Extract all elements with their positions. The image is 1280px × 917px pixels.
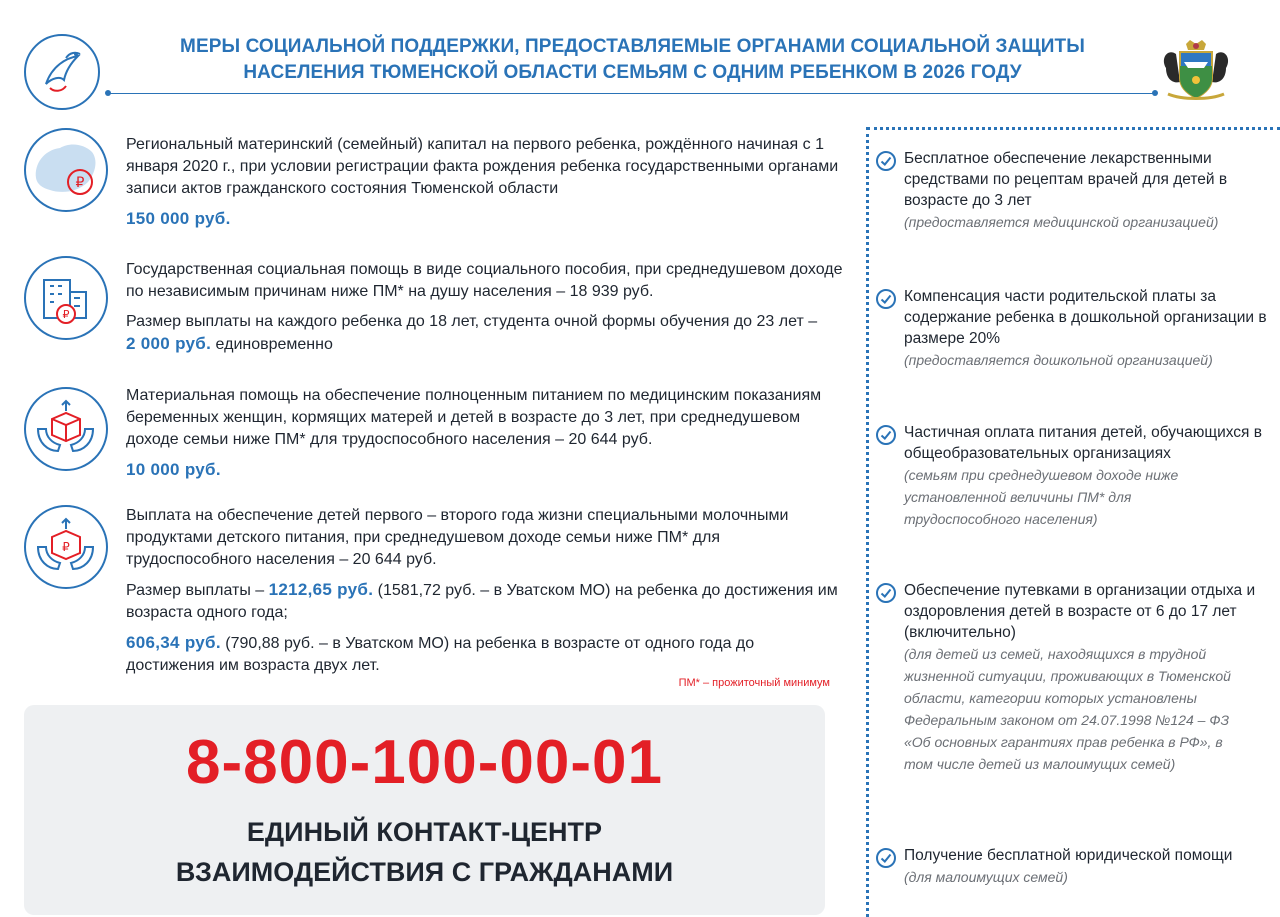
check-circle-icon	[875, 582, 897, 604]
measure-1-text: Региональный материнский (семейный) капитал на первого ребенка, рождённого начиная с 1 января 2020 г., при условии регистрации факта рождения ребенка государственными органами записи актов гражданского состояния Тюменской области	[126, 136, 839, 197]
hands-box-icon	[26, 389, 105, 468]
stork-icon	[26, 36, 97, 107]
contact-center-label	[24, 812, 825, 892]
contact-label-line-2: ВЗАИМОДЕЙСТВИЯ С ГРАЖДАНАМИ	[175, 857, 674, 887]
side-item-vouchers	[875, 580, 1275, 775]
side-item-legal-aid	[875, 845, 1275, 888]
svg-text:₽: ₽	[75, 175, 85, 191]
building-ruble-icon	[26, 258, 105, 337]
measure-3-text: Материальная помощь на обеспечение полноценным питанием по медицинским показаниям беременных женщин, кормящих матерей и детей в возрасте до 3 лет, при среднедушевом доходе семьи ниже ПМ* для трудоспособного населения – 20 644 руб.	[126, 387, 822, 448]
side-item-note: (предоставляется медицинской организацией)	[904, 214, 1219, 230]
measure-3	[126, 385, 846, 481]
measure-2-amount: 2 000 руб.	[126, 334, 212, 353]
check-circle-icon	[875, 847, 897, 869]
coat-of-arms	[1158, 38, 1234, 106]
side-item-title: Компенсация части родительской платы за содержание ребенка в дошкольной организации в размере 20%	[904, 288, 1267, 347]
side-item-title: Частичная оплата питания детей, обучающихся в общеобразовательных организациях	[904, 424, 1262, 462]
side-panel-top-border	[867, 127, 1280, 130]
measure-4-text: Выплата на обеспечение детей первого – второго года жизни специальными молочными продуктами детского питания, при среднедушевом доходе семьи ниже ПМ* для трудоспособного населения – 20 644 руб.	[126, 507, 789, 568]
side-item-note: (предоставляется дошкольной организацией)	[904, 352, 1213, 368]
measure-1-amount: 150 000 руб.	[126, 209, 231, 228]
hands-box-ruble-icon	[26, 507, 105, 586]
side-item-medicine	[875, 148, 1275, 233]
check-circle-icon	[875, 150, 897, 172]
side-item-note: (для малоимущих семей)	[904, 869, 1068, 885]
measure-2-icon-circle	[24, 256, 108, 340]
side-item-note: (семьям при среднедушевом доходе ниже установленной величины ПМ* для трудоспособного населения)	[904, 467, 1179, 527]
measure-2-text2: Размер выплаты на каждого ребенка до 18 лет, студента очной формы обучения до 23 лет –	[126, 313, 818, 330]
side-item-title: Бесплатное обеспечение лекарственными средствами по рецептам врачей для детей в возрасте до 3 лет	[904, 150, 1228, 209]
svg-text:₽: ₽	[62, 308, 70, 321]
measure-4-line3-amount: 606,34 руб.	[126, 633, 221, 652]
tyumen-coat-of-arms-icon	[1158, 38, 1234, 106]
measure-4-line2-prefix: Размер выплаты –	[126, 582, 269, 599]
side-item-title: Обеспечение путевками в организации отдыха и оздоровления детей в возрасте от 6 до 17 лет (включительно)	[904, 582, 1256, 641]
page-title	[110, 34, 1155, 86]
measure-2	[126, 259, 846, 356]
measure-2-suffix: единовременно	[211, 336, 333, 353]
region-map-ruble-icon	[26, 130, 105, 209]
side-item-note: (для детей из семей, находящихся в трудной жизненной ситуации, проживающих в Тюменской области, категории которых установлены Федеральным законом от 24.07.1998 №124 – ФЗ «Об основных гарантиях прав ребенка в РФ», в том числе детей из малоимущих семей)	[904, 646, 1231, 772]
measure-3-icon-circle	[24, 387, 108, 471]
measure-4-line2-suffix: (1581,72 руб. – в Уватском МО) на ребенка до достижения им возраста одного года;	[126, 582, 838, 621]
contact-label-line-1: ЕДИНЫЙ КОНТАКТ-ЦЕНТР	[246, 817, 603, 847]
measure-4	[126, 505, 846, 677]
title-line-2: НАСЕЛЕНИЯ ТЮМЕНСКОЙ ОБЛАСТИ СЕМЬЯМ С ОДНИМ РЕБЕНКОМ В 2026 ГОДУ	[243, 62, 1022, 83]
side-panel-left-border	[866, 127, 869, 917]
svg-text:₽: ₽	[62, 540, 70, 554]
side-item-kindergarten	[875, 286, 1275, 371]
check-circle-icon	[875, 424, 897, 446]
side-item-school-meals	[875, 422, 1275, 530]
measure-3-amount: 10 000 руб.	[126, 460, 221, 479]
measure-4-icon-circle	[24, 505, 108, 589]
contact-phone: 8-800-100-00-01	[186, 728, 663, 797]
check-circle-icon	[875, 288, 897, 310]
measure-2-text: Государственная социальная помощь в виде социального пособия, при среднедушевом доходе по независимым причинам ниже ПМ* на душу населения – 18 939 руб.	[126, 261, 843, 300]
measure-1-icon-circle	[24, 128, 108, 212]
title-divider	[108, 93, 1155, 94]
stork-logo	[24, 34, 100, 110]
pm-footnote: ПМ* – прожиточный минимум	[678, 677, 830, 689]
measure-4-line2-amount: 1212,65 руб.	[268, 580, 374, 599]
title-line-1: МЕРЫ СОЦИАЛЬНОЙ ПОДДЕРЖКИ, ПРЕДОСТАВЛЯЕМЫЕ ОРГАНАМИ СОЦИАЛЬНОЙ ЗАЩИТЫ	[180, 36, 1085, 57]
measure-4-line3-suffix: (790,88 руб. – в Уватском МО) на ребенка в возрасте от одного года до достижения им возраста двух лет.	[126, 635, 755, 674]
measure-1	[126, 134, 846, 230]
side-item-title: Получение бесплатной юридической помощи	[904, 847, 1233, 864]
